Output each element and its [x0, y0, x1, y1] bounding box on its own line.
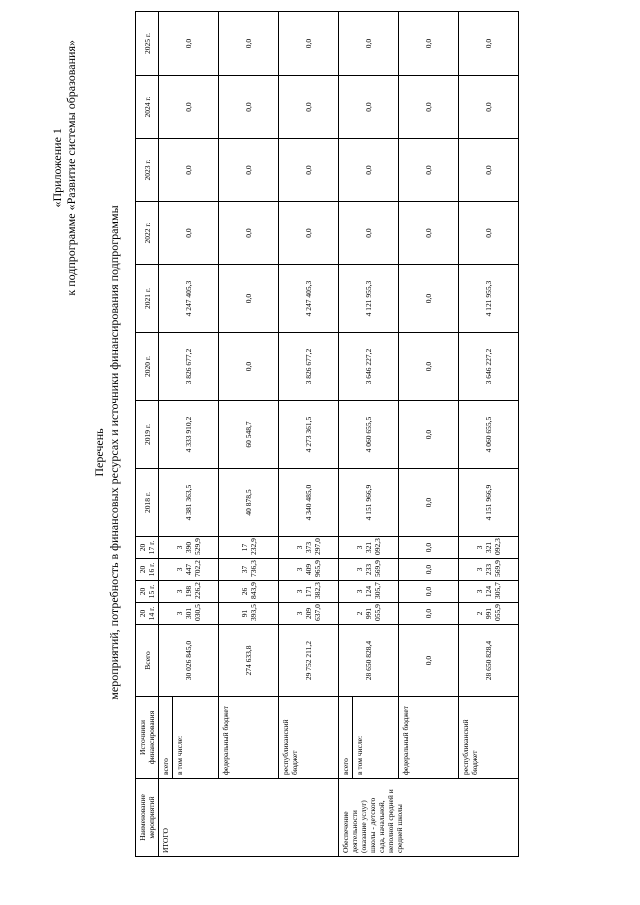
amount-cell: 3 447 702,2	[159, 559, 219, 581]
funding-source	[219, 697, 279, 779]
amount-cell: 0,0	[399, 139, 459, 202]
amount-cell: 0,0	[159, 12, 219, 76]
amount-cell: 29 752 211,2	[279, 625, 339, 697]
document-title	[92, 0, 122, 905]
table-body	[159, 12, 519, 857]
amount-cell: 0,0	[159, 139, 219, 202]
amount-cell: 3 301 030,5	[159, 603, 219, 625]
amount-cell: 3 321 092,3	[459, 537, 519, 559]
col-2015: 20 15 г.	[136, 581, 159, 603]
col-2017: 20 17 г.	[136, 537, 159, 559]
amount-cell: 4 121 955,3	[339, 265, 399, 333]
col-2016: 20 16 г.	[136, 559, 159, 581]
amount-cell: 0,0	[399, 76, 459, 139]
amount-cell: 91 393,5	[219, 603, 279, 625]
amount-cell: 0,0	[219, 139, 279, 202]
funding-source	[399, 697, 459, 779]
amount-cell: 0,0	[339, 76, 399, 139]
amount-cell: 0,0	[399, 12, 459, 76]
amount-cell: 3 233 569,9	[459, 559, 519, 581]
amount-cell: 3 826 677,2	[159, 333, 219, 401]
col-2022: 2022 г.	[136, 202, 159, 265]
amount-cell: 0,0	[399, 559, 459, 581]
table-row	[399, 12, 459, 857]
amount-cell: 26 843,9	[219, 581, 279, 603]
amount-cell: 0,0	[459, 76, 519, 139]
amount-cell: 0,0	[459, 12, 519, 76]
amount-cell: 0,0	[399, 202, 459, 265]
funding-table	[135, 11, 519, 857]
amount-cell: 28 650 828,4	[339, 625, 399, 697]
funding-source-label: федеральный бюджет	[221, 705, 230, 775]
amount-cell: 4 333 910,2	[159, 401, 219, 469]
annex-subprogram: к подпрограмме «Развитие системы образования»	[64, 40, 78, 296]
amount-cell: 0,0	[159, 202, 219, 265]
funding-source-label: всего	[341, 758, 350, 775]
amount-cell: 0,0	[339, 202, 399, 265]
amount-cell: 0,0	[279, 202, 339, 265]
amount-cell: 28 650 828,4	[459, 625, 519, 697]
col-name: Наименование мероприятий	[136, 779, 159, 857]
col-2021: 2021 г.	[136, 265, 159, 333]
amount-cell: 3 646 227,2	[339, 333, 399, 401]
amount-cell: 0,0	[399, 401, 459, 469]
col-2020: 2020 г.	[136, 333, 159, 401]
table-row	[219, 12, 279, 857]
amount-cell: 4 151 966,9	[459, 469, 519, 537]
amount-cell: 30 026 845,0	[159, 625, 219, 697]
amount-cell: 4 247 405,3	[159, 265, 219, 333]
amount-cell: 2 991 055,9	[339, 603, 399, 625]
amount-cell: 17 232,9	[219, 537, 279, 559]
amount-cell: 0,0	[219, 76, 279, 139]
funding-source	[339, 697, 399, 779]
col-total: Всего	[136, 625, 159, 697]
table-header-row	[136, 12, 159, 857]
funding-source-label: всего	[161, 758, 170, 775]
amount-cell: 4 060 655,5	[339, 401, 399, 469]
amount-cell: 0,0	[279, 139, 339, 202]
amount-cell: 4 340 485,0	[279, 469, 339, 537]
table-row	[159, 12, 219, 857]
amount-cell: 274 633,8	[219, 625, 279, 697]
amount-cell: 4 381 363,5	[159, 469, 219, 537]
amount-cell: 3 646 227,2	[459, 333, 519, 401]
amount-cell: 4 151 966,9	[339, 469, 399, 537]
funding-source-sublabel: в том числе:	[352, 697, 364, 778]
annex-label: «Приложение 1	[50, 128, 64, 208]
amount-cell: 0,0	[399, 603, 459, 625]
title-line-2: мероприятий, потребность в финансовых ресурсах и источники финансирования подпрограммы	[107, 205, 121, 700]
amount-cell: 3 124 305,7	[459, 581, 519, 603]
funding-source	[279, 697, 339, 779]
amount-cell: 0,0	[399, 333, 459, 401]
amount-cell: 0,0	[219, 333, 279, 401]
amount-cell: 3 409 965,9	[279, 559, 339, 581]
amount-cell: 0,0	[219, 202, 279, 265]
amount-cell: 4 273 361,5	[279, 401, 339, 469]
col-2018: 2018 г.	[136, 469, 159, 537]
funding-source	[159, 697, 219, 779]
col-2024: 2024 г.	[136, 76, 159, 139]
title-line-1: Перечень	[92, 428, 106, 477]
col-2023: 2023 г.	[136, 139, 159, 202]
amount-cell: 4 121 955,3	[459, 265, 519, 333]
amount-cell: 3 390 529,9	[159, 537, 219, 559]
funding-source-label: республиканский бюджет	[461, 719, 479, 775]
annex-header	[50, 40, 78, 296]
amount-cell: 3 171 382,3	[279, 581, 339, 603]
col-source: Источники финансирования	[136, 697, 159, 779]
col-2025: 2025 г.	[136, 12, 159, 76]
amount-cell: 0,0	[279, 76, 339, 139]
amount-cell: 3 198 226,2	[159, 581, 219, 603]
amount-cell: 3 321 092,3	[339, 537, 399, 559]
amount-cell: 0,0	[219, 265, 279, 333]
amount-cell: 0,0	[399, 265, 459, 333]
col-2014: 20 14 г.	[136, 603, 159, 625]
funding-source-sublabel: в том числе:	[172, 697, 184, 778]
amount-cell: 0,0	[399, 469, 459, 537]
amount-cell: 0,0	[459, 202, 519, 265]
amount-cell: 0,0	[279, 12, 339, 76]
amount-cell: 3 373 297,0	[279, 537, 339, 559]
activity-name: ИТОГО	[159, 779, 339, 857]
table-row	[279, 12, 339, 857]
amount-cell: 0,0	[159, 76, 219, 139]
amount-cell: 3 233 569,9	[339, 559, 399, 581]
amount-cell: 0,0	[399, 625, 459, 697]
amount-cell: 4 060 655,5	[459, 401, 519, 469]
amount-cell: 0,0	[339, 139, 399, 202]
table-row	[339, 12, 399, 857]
amount-cell: 60 548,7	[219, 401, 279, 469]
amount-cell: 3 826 677,2	[279, 333, 339, 401]
col-2019: 2019 г.	[136, 401, 159, 469]
amount-cell: 3 209 637,0	[279, 603, 339, 625]
activity-name: Обеспечение деятельности (оказание услуг) школы - детского сада, начальной, неполной средней и средней школы	[339, 779, 519, 857]
funding-source	[459, 697, 519, 779]
amount-cell: 0,0	[219, 12, 279, 76]
amount-cell: 0,0	[459, 139, 519, 202]
amount-cell: 0,0	[339, 12, 399, 76]
funding-source-label: федеральный бюджет	[401, 705, 410, 775]
amount-cell: 0,0	[399, 581, 459, 603]
amount-cell: 3 124 305,7	[339, 581, 399, 603]
amount-cell: 0,0	[399, 537, 459, 559]
table-row	[459, 12, 519, 857]
amount-cell: 2 991 055,9	[459, 603, 519, 625]
amount-cell: 37 736,3	[219, 559, 279, 581]
amount-cell: 40 878,5	[219, 469, 279, 537]
funding-source-label: республиканский бюджет	[281, 719, 299, 775]
amount-cell: 4 247 405,3	[279, 265, 339, 333]
